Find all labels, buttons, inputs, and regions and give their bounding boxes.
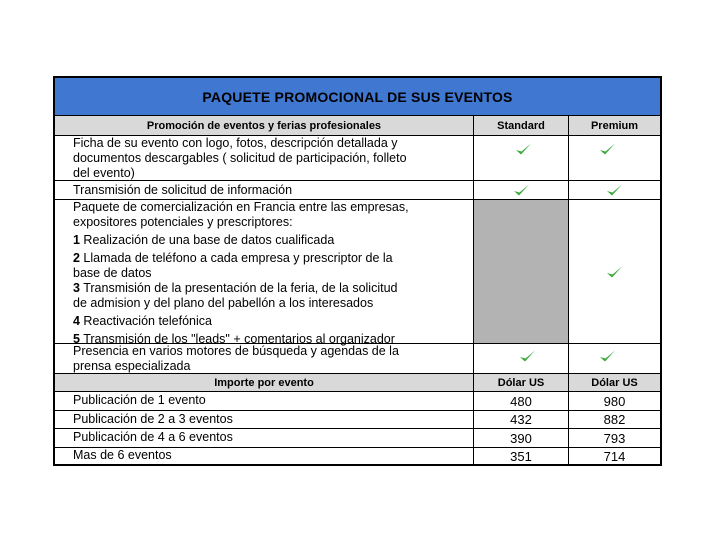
price-header-standard [474, 374, 569, 392]
feature-row-4-line-1: Presencia en varios motores de búsqueda y agendas de la [73, 344, 399, 358]
package-item-2-line-2: base de datos [73, 266, 152, 280]
package-item-1 [73, 233, 469, 248]
price-row-1-label-text: Publicación de 1 evento [73, 393, 206, 407]
price-row-4-label [55, 448, 474, 464]
check-icon [606, 265, 623, 279]
check-icon [606, 183, 623, 197]
price-row-3-label-text: Publicación de 4 a 6 eventos [73, 430, 233, 444]
column-header-standard [474, 116, 569, 136]
price-row-2-premium [569, 411, 660, 429]
package-item-5-text: Transmisión de los "leads" + comentarios al organizador [79, 332, 395, 346]
price-row-1-premium-value: 980 [603, 393, 626, 409]
feature-row-2 [55, 181, 474, 200]
feature-row-2-premium [569, 181, 660, 200]
section1-header [55, 116, 474, 136]
check-icon [513, 183, 530, 197]
price-row-4-label-text: Mas de 6 eventos [73, 448, 172, 462]
table-title-text: PAQUETE PROMOCIONAL DE SUS EVENTOS [202, 88, 513, 105]
price-row-4-standard [474, 448, 569, 464]
section2-header [55, 374, 474, 392]
package-item-3-number: 3 [73, 281, 80, 295]
price-row-1-premium [569, 392, 660, 411]
column-header-premium-text: Premium [590, 119, 639, 132]
feature-row-3-intro-2: expositores potenciales y prescriptores: [73, 215, 293, 229]
price-row-3-standard [474, 429, 569, 448]
price-row-4-premium [569, 448, 660, 464]
package-item-5-number: 5 [73, 332, 80, 346]
check-icon [515, 142, 532, 156]
check-icon [599, 142, 616, 156]
price-row-4-standard-value: 351 [510, 448, 532, 464]
price-row-3-standard-value: 390 [510, 430, 532, 446]
price-row-3-premium-value: 793 [603, 430, 626, 446]
feature-row-4-standard [474, 344, 569, 374]
feature-row-3-premium [569, 200, 660, 344]
feature-row-3-standard-unavailable [474, 200, 569, 344]
package-item-4-number: 4 [73, 314, 80, 328]
price-header-premium-text: Dólar US [591, 376, 638, 389]
feature-row-3 [55, 200, 474, 344]
price-row-4-premium-value: 714 [603, 448, 626, 464]
price-row-3-premium [569, 429, 660, 448]
promo-package-table [53, 76, 662, 466]
feature-row-4-line-2: prensa especializada [73, 359, 191, 373]
package-item-2-number: 2 [73, 251, 80, 265]
price-row-1-standard-value: 480 [510, 393, 532, 409]
feature-row-1-premium [569, 136, 660, 181]
feature-row-4-premium [569, 344, 660, 374]
feature-row-4 [55, 344, 474, 374]
section1-header-text: Promoción de eventos y ferias profesionales [146, 119, 382, 132]
feature-row-1-standard [474, 136, 569, 181]
package-item-1-text: Realización de una base de datos cualificada [79, 233, 335, 247]
feature-row-1-line-1: Ficha de su evento con logo, fotos, descripción detallada y [73, 136, 398, 150]
column-header-standard-text: Standard [497, 119, 545, 132]
package-item-1-number: 1 [73, 233, 80, 247]
price-row-2-standard-value: 432 [510, 412, 532, 427]
price-header-premium [569, 374, 660, 392]
section2-header-text: Importe por evento [214, 376, 314, 389]
check-icon [599, 349, 616, 363]
package-item-3-text: Transmisión de la presentación de la feria, de la solicitud [79, 281, 398, 295]
price-row-3-label [55, 429, 474, 448]
package-item-4-text: Reactivación telefónica [79, 314, 212, 328]
price-row-2-label-text: Publicación de 2 a 3 eventos [73, 412, 233, 426]
column-header-premium [569, 116, 660, 136]
feature-row-2-line-1: Transmisión de solicitud de información [73, 183, 293, 197]
feature-row-1-line-2: documentos descargables ( solicitud de participación, folleto [73, 151, 407, 165]
feature-row-2-standard [474, 181, 569, 200]
check-icon [519, 349, 536, 363]
price-row-1-standard [474, 392, 569, 411]
feature-row-1-line-3: del evento) [73, 166, 135, 180]
table-title [55, 78, 660, 116]
feature-row-1 [55, 136, 474, 181]
package-item-2-text: Llamada de teléfono a cada empresa y prescriptor de la [79, 251, 393, 265]
price-header-standard-text: Dólar US [497, 376, 545, 389]
price-row-2-standard [474, 411, 569, 429]
price-row-2-label [55, 411, 474, 429]
package-item-3 [73, 281, 469, 296]
package-item-2 [73, 251, 469, 266]
package-item-4 [73, 314, 469, 329]
package-item-3-line-2: de admision y del plano del pabellón a los interesados [73, 296, 374, 310]
price-row-1-label [55, 392, 474, 411]
price-row-2-premium-value: 882 [603, 412, 626, 427]
feature-row-3-intro-1: Paquete de comercialización en Francia entre las empresas, [73, 200, 409, 214]
